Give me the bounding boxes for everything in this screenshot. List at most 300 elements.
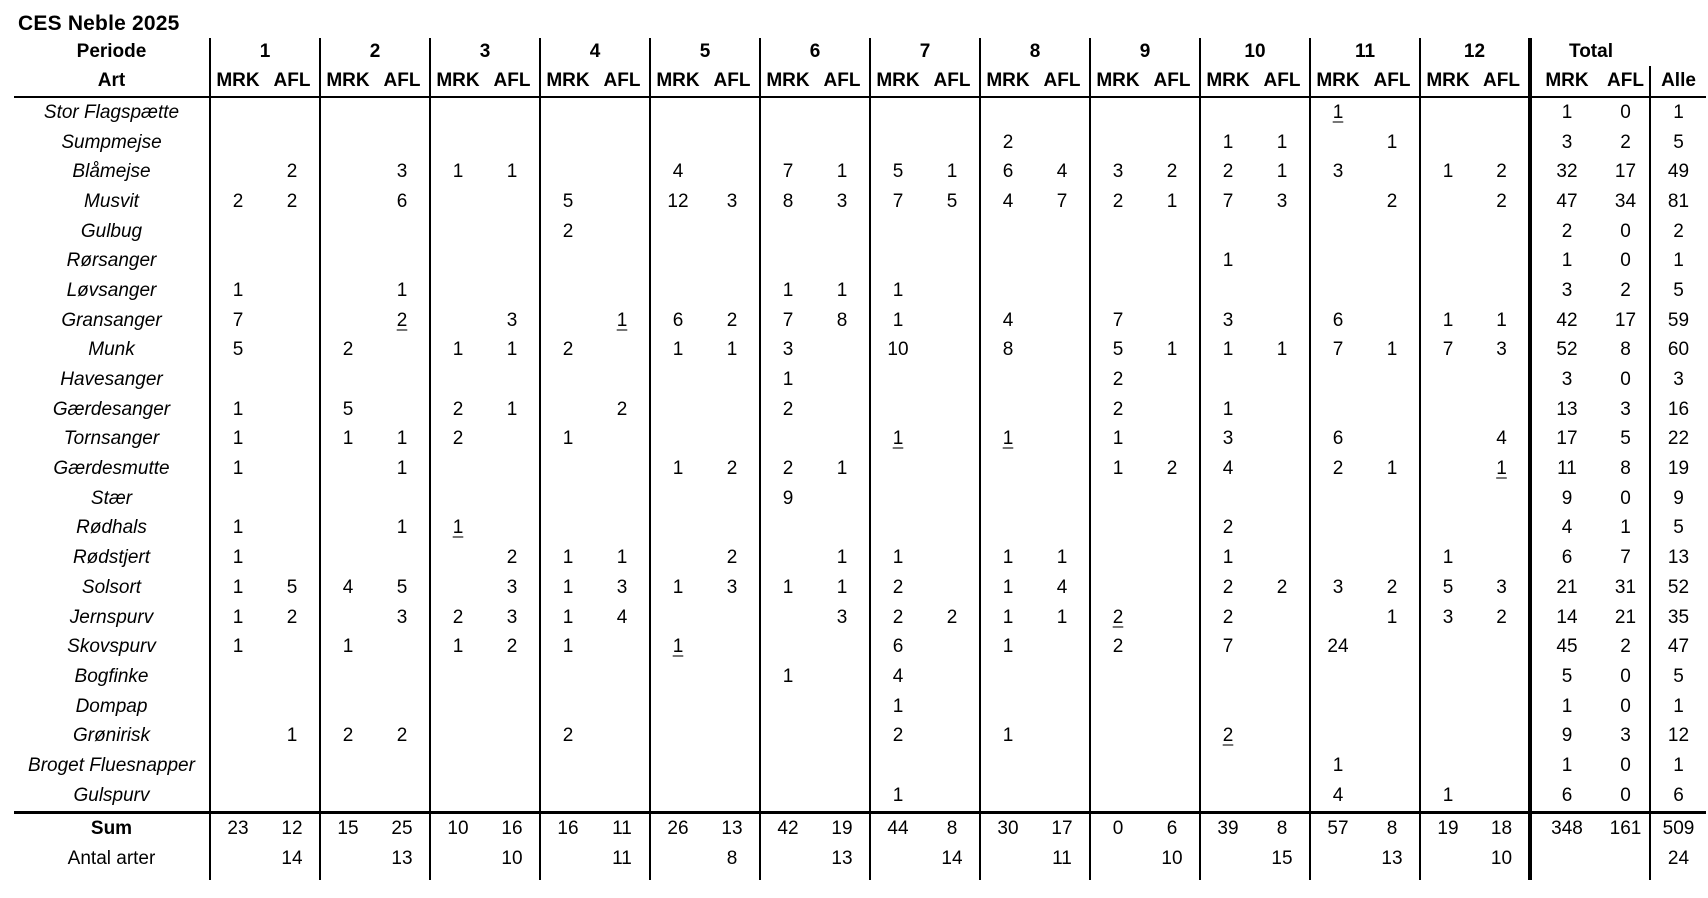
count-cell — [430, 306, 485, 336]
count-cell — [1255, 484, 1310, 514]
stub-cell — [1035, 874, 1090, 880]
alle-cell: 9 — [1673, 487, 1684, 509]
count-cell: 10 — [1475, 844, 1530, 874]
count-cell — [815, 721, 870, 751]
count-cell: 1 — [452, 339, 464, 361]
count-cell — [1035, 454, 1090, 484]
count-cell: 7 — [1332, 339, 1344, 361]
count-cell: 1 — [1222, 547, 1234, 569]
table-row — [14, 157, 1706, 187]
count-cell — [1255, 721, 1310, 751]
count-cell — [705, 365, 760, 395]
count-cell — [650, 484, 705, 514]
count-cell: 4 — [595, 603, 650, 633]
total-mrk-cell: 14 — [1556, 606, 1578, 628]
count-cell — [980, 365, 1035, 395]
stub-cell — [1090, 874, 1145, 880]
count-cell: 5 — [562, 190, 574, 212]
count-cell: 1 — [1145, 336, 1200, 366]
species-name: Tornsanger — [14, 425, 210, 455]
count-cell — [650, 128, 705, 158]
count-cell: 1 — [1222, 339, 1234, 361]
alle-cell: 6 — [1673, 784, 1684, 806]
count-cell: 4 — [1035, 157, 1090, 187]
period-header: 1 — [210, 38, 320, 66]
count-cell — [1475, 514, 1530, 544]
count-cell — [1090, 514, 1145, 544]
count-cell — [815, 336, 870, 366]
count-cell — [1090, 484, 1145, 514]
alle-cell: 5 — [1673, 279, 1684, 301]
count-cell — [705, 781, 760, 812]
count-cell: 1 — [232, 428, 244, 450]
count-cell — [320, 128, 375, 158]
count-cell: 1 — [595, 543, 650, 573]
count-cell: 2 — [1145, 157, 1200, 187]
count-cell: 7 — [232, 309, 244, 331]
count-cell — [1090, 246, 1145, 276]
count-cell: 2 — [1255, 573, 1310, 603]
total-mrk-cell: 1 — [1561, 754, 1573, 776]
count-cell: 1 — [672, 458, 684, 480]
stub-cell — [870, 874, 925, 880]
count-cell — [925, 217, 980, 247]
count-cell: 8 — [925, 812, 980, 844]
count-cell — [980, 844, 1035, 874]
species-name: Jernspurv — [14, 603, 210, 633]
count-cell — [320, 217, 375, 247]
count-cell: 11 — [595, 812, 650, 844]
count-cell — [650, 632, 705, 662]
count-cell — [870, 97, 925, 128]
count-cell — [540, 157, 595, 187]
count-cell — [1200, 781, 1255, 812]
alle-cell: 60 — [1667, 339, 1690, 361]
count-cell: 3 — [595, 573, 650, 603]
species-name: Stær — [14, 484, 210, 514]
art-label: Art — [14, 66, 210, 97]
total-mrk-cell: 3 — [1561, 131, 1573, 153]
count-cell: 1 — [1112, 428, 1124, 450]
count-cell — [595, 217, 650, 247]
count-cell: 1 — [485, 157, 540, 187]
count-cell — [1090, 276, 1145, 306]
table-row — [14, 692, 1706, 722]
count-cell — [430, 662, 485, 692]
count-cell: 2 — [1475, 603, 1530, 633]
count-cell — [1145, 395, 1200, 425]
count-cell — [925, 692, 980, 722]
sum-row — [14, 812, 1706, 844]
total-mrk-cell — [1530, 844, 1602, 874]
count-cell — [485, 514, 540, 544]
count-cell — [1090, 844, 1145, 874]
count-cell — [760, 246, 815, 276]
count-cell — [760, 692, 815, 722]
count-cell — [1420, 217, 1475, 247]
count-cell — [1255, 425, 1310, 455]
count-cell: 2 — [1112, 190, 1124, 212]
alle-cell: 35 — [1667, 606, 1690, 628]
count-cell — [485, 454, 540, 484]
count-cell — [1365, 781, 1420, 812]
count-cell: 2 — [232, 190, 244, 212]
species-name: Munk — [14, 336, 210, 366]
count-cell — [705, 157, 760, 187]
table-row — [14, 632, 1706, 662]
total-mrk-cell: 9 — [1561, 725, 1573, 747]
total-mrk-cell: 1 — [1561, 695, 1573, 717]
total-afl-cell: 3 — [1602, 721, 1650, 751]
count-cell — [650, 365, 705, 395]
count-cell: 1 — [1002, 606, 1014, 628]
count-cell — [1475, 395, 1530, 425]
count-cell — [760, 603, 815, 633]
count-cell — [705, 276, 760, 306]
count-cell — [595, 662, 650, 692]
table-row — [14, 246, 1706, 276]
count-cell — [925, 336, 980, 366]
count-cell — [320, 603, 375, 633]
count-cell — [1035, 217, 1090, 247]
count-cell — [375, 97, 430, 128]
count-cell: 4 — [1002, 190, 1014, 212]
count-cell: 2 — [562, 220, 574, 242]
count-cell — [595, 454, 650, 484]
total-mrk-cell: 9 — [1561, 487, 1573, 509]
count-cell — [925, 721, 980, 751]
count-cell — [815, 425, 870, 455]
count-cell: 1 — [892, 547, 904, 569]
count-cell: 1 — [782, 576, 794, 598]
alle-cell: 5 — [1673, 665, 1684, 687]
count-cell — [705, 395, 760, 425]
count-cell — [760, 97, 815, 128]
count-cell — [1475, 781, 1530, 812]
count-cell — [210, 157, 265, 187]
count-cell — [980, 781, 1035, 812]
count-cell — [1365, 246, 1420, 276]
count-cell — [485, 187, 540, 217]
total-mrk-cell: 42 — [1556, 309, 1578, 331]
table-row — [14, 276, 1706, 306]
count-cell — [375, 662, 430, 692]
afl-header: AFL — [485, 66, 540, 97]
count-cell: 0 — [1090, 812, 1145, 844]
species-name: Rødstjert — [14, 543, 210, 573]
total-mrk-cell: 17 — [1556, 428, 1578, 450]
count-cell — [595, 514, 650, 544]
count-cell — [430, 365, 485, 395]
count-cell: 1 — [1002, 576, 1014, 598]
stub-cell — [650, 874, 705, 880]
count-cell — [870, 454, 925, 484]
count-cell: 2 — [1222, 517, 1234, 539]
count-cell — [540, 662, 595, 692]
count-cell — [1365, 306, 1420, 336]
count-cell — [265, 395, 320, 425]
alle-cell: 2 — [1673, 220, 1684, 242]
alle-cell: 1 — [1673, 695, 1684, 717]
species-name: Rørsanger — [14, 246, 210, 276]
count-cell — [650, 662, 705, 692]
count-cell — [375, 217, 430, 247]
count-cell — [210, 662, 265, 692]
underlined-count: 1 — [892, 428, 904, 450]
count-cell: 1 — [892, 279, 904, 301]
count-cell: 1 — [1002, 547, 1014, 569]
count-cell — [705, 97, 760, 128]
count-cell: 3 — [375, 157, 430, 187]
count-cell — [1035, 336, 1090, 366]
species-name: Rødhals — [14, 514, 210, 544]
count-cell — [1365, 751, 1420, 781]
count-cell — [1200, 484, 1255, 514]
count-cell: 7 — [1222, 636, 1234, 658]
stub-cell — [14, 874, 210, 880]
count-cell: 2 — [595, 395, 650, 425]
count-cell: 3 — [1332, 576, 1344, 598]
count-cell — [1475, 721, 1530, 751]
count-cell: 2 — [1002, 131, 1014, 153]
count-cell: 2 — [1222, 606, 1234, 628]
count-cell — [375, 306, 430, 336]
count-cell: 2 — [1112, 369, 1124, 391]
count-cell — [595, 128, 650, 158]
table-row — [14, 425, 1706, 455]
count-cell — [265, 484, 320, 514]
period-header: 11 — [1310, 38, 1420, 66]
count-cell — [1365, 662, 1420, 692]
count-cell — [320, 276, 375, 306]
total-mrk-cell: 4 — [1561, 517, 1573, 539]
count-cell — [925, 454, 980, 484]
count-cell — [815, 217, 870, 247]
count-cell — [1145, 662, 1200, 692]
period-header: 8 — [980, 38, 1090, 66]
count-cell — [705, 721, 760, 751]
count-cell: 8 — [1255, 812, 1310, 844]
count-cell: 1 — [375, 514, 430, 544]
count-cell — [1475, 128, 1530, 158]
count-cell: 4 — [342, 576, 354, 598]
count-cell: 2 — [925, 603, 980, 633]
count-cell: 3 — [485, 603, 540, 633]
count-cell — [265, 336, 320, 366]
count-cell: 1 — [892, 309, 904, 331]
count-cell — [320, 365, 375, 395]
count-cell — [320, 692, 375, 722]
mrk-header: MRK — [870, 66, 925, 97]
count-cell: 44 — [870, 812, 925, 844]
count-cell: 14 — [925, 844, 980, 874]
count-cell: 2 — [705, 454, 760, 484]
count-cell: 2 — [1112, 398, 1124, 420]
count-cell — [320, 157, 375, 187]
total-afl-cell — [1602, 844, 1650, 874]
count-cell — [595, 276, 650, 306]
count-cell — [1090, 128, 1145, 158]
count-cell — [815, 395, 870, 425]
count-cell — [1475, 276, 1530, 306]
count-cell — [485, 217, 540, 247]
count-cell: 1 — [815, 276, 870, 306]
count-cell — [980, 425, 1035, 455]
count-cell — [650, 425, 705, 455]
count-cell — [485, 276, 540, 306]
count-cell — [595, 781, 650, 812]
species-name: Gulbug — [14, 217, 210, 247]
count-cell: 2 — [892, 606, 904, 628]
count-cell: 15 — [1255, 844, 1310, 874]
count-cell — [1035, 721, 1090, 751]
count-cell — [705, 217, 760, 247]
total-afl-cell: 8 — [1602, 454, 1650, 484]
count-cell: 5 — [375, 573, 430, 603]
afl-header: AFL — [1145, 66, 1200, 97]
count-cell — [265, 365, 320, 395]
species-name: Sumpmejse — [14, 128, 210, 158]
count-cell — [485, 128, 540, 158]
count-cell — [265, 781, 320, 812]
count-cell: 3 — [1112, 161, 1124, 183]
count-cell — [1145, 128, 1200, 158]
count-cell: 2 — [485, 543, 540, 573]
stub-cell — [1365, 874, 1420, 880]
count-cell — [1365, 484, 1420, 514]
count-cell — [485, 97, 540, 128]
mrk-header: MRK — [980, 66, 1035, 97]
count-cell — [430, 276, 485, 306]
total-afl-cell: 0 — [1602, 781, 1650, 812]
period-header: 9 — [1090, 38, 1200, 66]
count-cell — [485, 484, 540, 514]
count-cell: 1 — [1035, 543, 1090, 573]
count-cell — [1200, 662, 1255, 692]
count-cell — [650, 514, 705, 544]
count-cell — [375, 365, 430, 395]
total-afl-cell: 17 — [1602, 306, 1650, 336]
count-cell: 13 — [815, 844, 870, 874]
underlined-count: 1 — [1496, 458, 1507, 480]
count-cell — [870, 365, 925, 395]
count-cell: 2 — [562, 725, 574, 747]
total-afl-cell: 0 — [1602, 365, 1650, 395]
count-cell — [1145, 365, 1200, 395]
total-afl-cell: 8 — [1602, 336, 1650, 366]
species-name: Gransanger — [14, 306, 210, 336]
alle-cell: 24 — [1667, 847, 1690, 869]
total-afl-cell: 3 — [1602, 395, 1650, 425]
count-cell: 5 — [1442, 576, 1454, 598]
count-cell: 5 — [232, 339, 244, 361]
count-cell — [650, 543, 705, 573]
afl-header: AFL — [815, 66, 870, 97]
count-cell — [1255, 603, 1310, 633]
afl-header: AFL — [1475, 66, 1530, 97]
count-cell — [265, 632, 320, 662]
species-name: Skovspurv — [14, 632, 210, 662]
count-cell: 16 — [540, 812, 595, 844]
count-cell — [595, 751, 650, 781]
count-cell — [1035, 306, 1090, 336]
count-cell — [1365, 97, 1420, 128]
count-cell: 7 — [782, 161, 794, 183]
count-cell — [1200, 844, 1255, 874]
underlined-count: 2 — [1112, 606, 1124, 628]
table-row — [14, 781, 1706, 812]
alle-cell: 59 — [1667, 309, 1690, 331]
stub-cell — [1420, 874, 1475, 880]
count-cell — [980, 454, 1035, 484]
table-row — [14, 514, 1706, 544]
count-cell — [925, 395, 980, 425]
count-cell: 2 — [1365, 573, 1420, 603]
count-cell — [1420, 425, 1475, 455]
count-cell: 8 — [705, 844, 760, 874]
count-cell — [265, 128, 320, 158]
count-cell — [540, 454, 595, 484]
count-cell — [1420, 395, 1475, 425]
total-mrk-cell: 52 — [1556, 339, 1578, 361]
alle-header: Alle — [1650, 66, 1706, 97]
count-cell — [1035, 425, 1090, 455]
count-cell: 1 — [1332, 754, 1344, 776]
count-cell: 11 — [595, 844, 650, 874]
count-cell — [540, 781, 595, 812]
count-cell: 3 — [705, 573, 760, 603]
count-cell — [1090, 543, 1145, 573]
count-cell — [210, 365, 265, 395]
count-cell — [760, 543, 815, 573]
count-cell: 3 — [1222, 428, 1234, 450]
count-cell — [1035, 751, 1090, 781]
count-cell — [705, 514, 760, 544]
total-afl-cell: 161 — [1602, 812, 1650, 844]
count-cell — [1035, 514, 1090, 544]
alle-cell: 19 — [1667, 458, 1690, 480]
total-mrk-cell: 2 — [1561, 220, 1573, 242]
count-cell: 1 — [1035, 603, 1090, 633]
count-cell — [705, 662, 760, 692]
count-cell: 2 — [1475, 187, 1530, 217]
count-cell: 14 — [265, 844, 320, 874]
count-cell: 2 — [265, 603, 320, 633]
total-afl-cell: 0 — [1602, 246, 1650, 276]
count-cell — [375, 751, 430, 781]
total-mrk-cell: 3 — [1561, 369, 1573, 391]
count-cell — [320, 543, 375, 573]
total-afl-cell: 2 — [1602, 632, 1650, 662]
count-cell — [1475, 484, 1530, 514]
period-header: 5 — [650, 38, 760, 66]
count-cell: 1 — [892, 695, 904, 717]
count-cell — [1475, 632, 1530, 662]
count-cell: 1 — [1222, 250, 1234, 272]
count-cell — [485, 246, 540, 276]
count-cell — [595, 365, 650, 395]
count-cell — [870, 246, 925, 276]
count-cell: 2 — [265, 157, 320, 187]
count-cell — [815, 781, 870, 812]
total-afl-cell: 0 — [1602, 484, 1650, 514]
count-cell — [870, 484, 925, 514]
stub-cell — [320, 874, 375, 880]
mrk-header: MRK — [1200, 66, 1255, 97]
count-cell — [540, 365, 595, 395]
count-cell — [925, 276, 980, 306]
count-cell: 2 — [705, 306, 760, 336]
